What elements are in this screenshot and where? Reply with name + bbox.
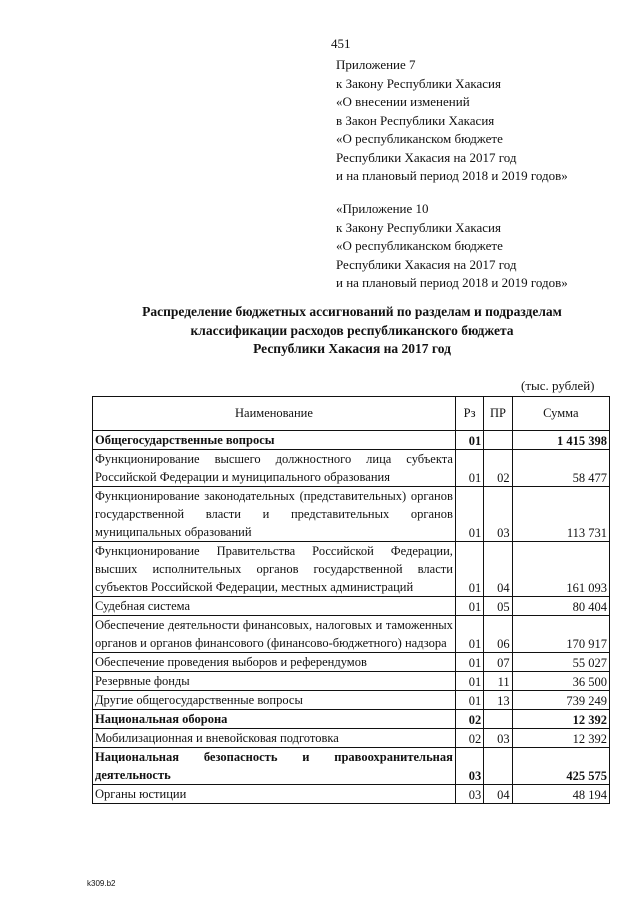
- cell-sum: 80 404: [512, 597, 609, 616]
- cell-name: Функционирование высшего должностного лица субъекта Российской Федерации и муниципального образования: [93, 450, 456, 487]
- cell-pr: 02: [484, 450, 512, 487]
- cell-rz: 01: [455, 450, 483, 487]
- table-row: [93, 710, 610, 729]
- cell-name: Судебная система: [93, 597, 456, 616]
- table-row: [93, 672, 610, 691]
- title-line: Республики Хакасия на 2017 год: [253, 341, 451, 356]
- appendix-line: в Закон Республики Хакасия: [336, 112, 495, 128]
- cell-pr: 11: [484, 672, 512, 691]
- title-line: Распределение бюджетных ассигнований по разделам и подразделам: [142, 304, 562, 319]
- document-title: [92, 303, 612, 359]
- table-row: [93, 487, 610, 542]
- cell-sum: 161 093: [512, 542, 609, 597]
- table-row: [93, 785, 610, 804]
- cell-rz: 01: [455, 431, 483, 450]
- cell-sum: 55 027: [512, 653, 609, 672]
- appendix-line: «О внесении изменений: [336, 94, 470, 109]
- cell-pr: 04: [484, 785, 512, 804]
- cell-name: Национальная безопасность и правоохранительная деятельность: [93, 748, 456, 785]
- cell-pr: 06: [484, 616, 512, 653]
- cell-pr: 05: [484, 597, 512, 616]
- header-rz: Рз: [455, 397, 483, 431]
- cell-pr: 03: [484, 487, 512, 542]
- appendix-line: «О республиканском бюджете: [336, 238, 503, 253]
- cell-sum: 739 249: [512, 691, 609, 710]
- table-row: [93, 653, 610, 672]
- cell-name: Национальная оборона: [93, 710, 456, 729]
- appendix-7-header: [336, 56, 568, 186]
- table-row: [93, 597, 610, 616]
- cell-name: Общегосударственные вопросы: [93, 431, 456, 450]
- cell-rz: 03: [455, 785, 483, 804]
- cell-name: Обеспечение проведения выборов и референдумов: [93, 653, 456, 672]
- table-row: [93, 542, 610, 597]
- cell-rz: 01: [455, 487, 483, 542]
- cell-rz: 01: [455, 653, 483, 672]
- cell-rz: 01: [455, 691, 483, 710]
- table-row: [93, 748, 610, 785]
- cell-rz: 02: [455, 729, 483, 748]
- cell-sum: 12 392: [512, 710, 609, 729]
- footer-code: k309.b2: [87, 879, 116, 888]
- cell-sum: 170 917: [512, 616, 609, 653]
- budget-table: [92, 396, 610, 804]
- cell-pr: [484, 748, 512, 785]
- cell-sum: 1 415 398: [512, 431, 609, 450]
- page-number: 451: [331, 36, 351, 51]
- header-pr: ПР: [484, 397, 512, 431]
- cell-pr: 13: [484, 691, 512, 710]
- appendix-10-header: [336, 200, 568, 293]
- cell-name: Обеспечение деятельности финансовых, налоговых и таможенных органов и органов финансового (финансово-бюджетного) надзора: [93, 616, 456, 653]
- cell-sum: 58 477: [512, 450, 609, 487]
- table-row: [93, 729, 610, 748]
- table-row: [93, 616, 610, 653]
- table-row: [93, 691, 610, 710]
- cell-sum: 36 500: [512, 672, 609, 691]
- cell-name: Органы юстиции: [93, 785, 456, 804]
- cell-pr: 07: [484, 653, 512, 672]
- cell-pr: [484, 431, 512, 450]
- cell-rz: 01: [455, 616, 483, 653]
- cell-rz: 03: [455, 748, 483, 785]
- cell-rz: 01: [455, 542, 483, 597]
- cell-sum: 113 731: [512, 487, 609, 542]
- cell-name: Другие общегосударственные вопросы: [93, 691, 456, 710]
- cell-rz: 02: [455, 710, 483, 729]
- cell-rz: 01: [455, 672, 483, 691]
- table-row: [93, 450, 610, 487]
- appendix-line: Приложение 7: [336, 57, 416, 72]
- appendix-line: и на плановый период 2018 и 2019 годов»: [336, 168, 568, 183]
- appendix-line: «О республиканском бюджете: [336, 131, 503, 146]
- appendix-line: Республики Хакасия на 2017 год: [336, 149, 517, 165]
- cell-sum: 12 392: [512, 729, 609, 748]
- cell-sum: 425 575: [512, 748, 609, 785]
- cell-name: Функционирование Правительства Российской Федерации, высших исполнительных органов государственной власти субъектов Российской Федерации, местных администраций: [93, 542, 456, 597]
- appendix-line: Республики Хакасия на 2017 год: [336, 256, 517, 272]
- appendix-line: к Закону Республики Хакасия: [336, 75, 501, 91]
- appendix-line: и на плановый период 2018 и 2019 годов»: [336, 275, 568, 290]
- cell-pr: 03: [484, 729, 512, 748]
- appendix-line: к Закону Республики Хакасия: [336, 219, 501, 235]
- cell-name: Резервные фонды: [93, 672, 456, 691]
- cell-name: Мобилизационная и вневойсковая подготовка: [93, 729, 456, 748]
- cell-sum: 48 194: [512, 785, 609, 804]
- header-sum: Сумма: [512, 397, 609, 431]
- table-header-row: [93, 397, 610, 431]
- table-row: [93, 431, 610, 450]
- cell-pr: 04: [484, 542, 512, 597]
- cell-rz: 01: [455, 597, 483, 616]
- header-name: Наименование: [93, 397, 456, 431]
- units-label: (тыс. рублей): [521, 378, 595, 393]
- appendix-line: «Приложение 10: [336, 201, 429, 216]
- cell-name: Функционирование законодательных (представительных) органов государственной власти и представительных органов муниципальных образований: [93, 487, 456, 542]
- cell-pr: [484, 710, 512, 729]
- title-line: классификации расходов республиканского бюджета: [190, 322, 514, 338]
